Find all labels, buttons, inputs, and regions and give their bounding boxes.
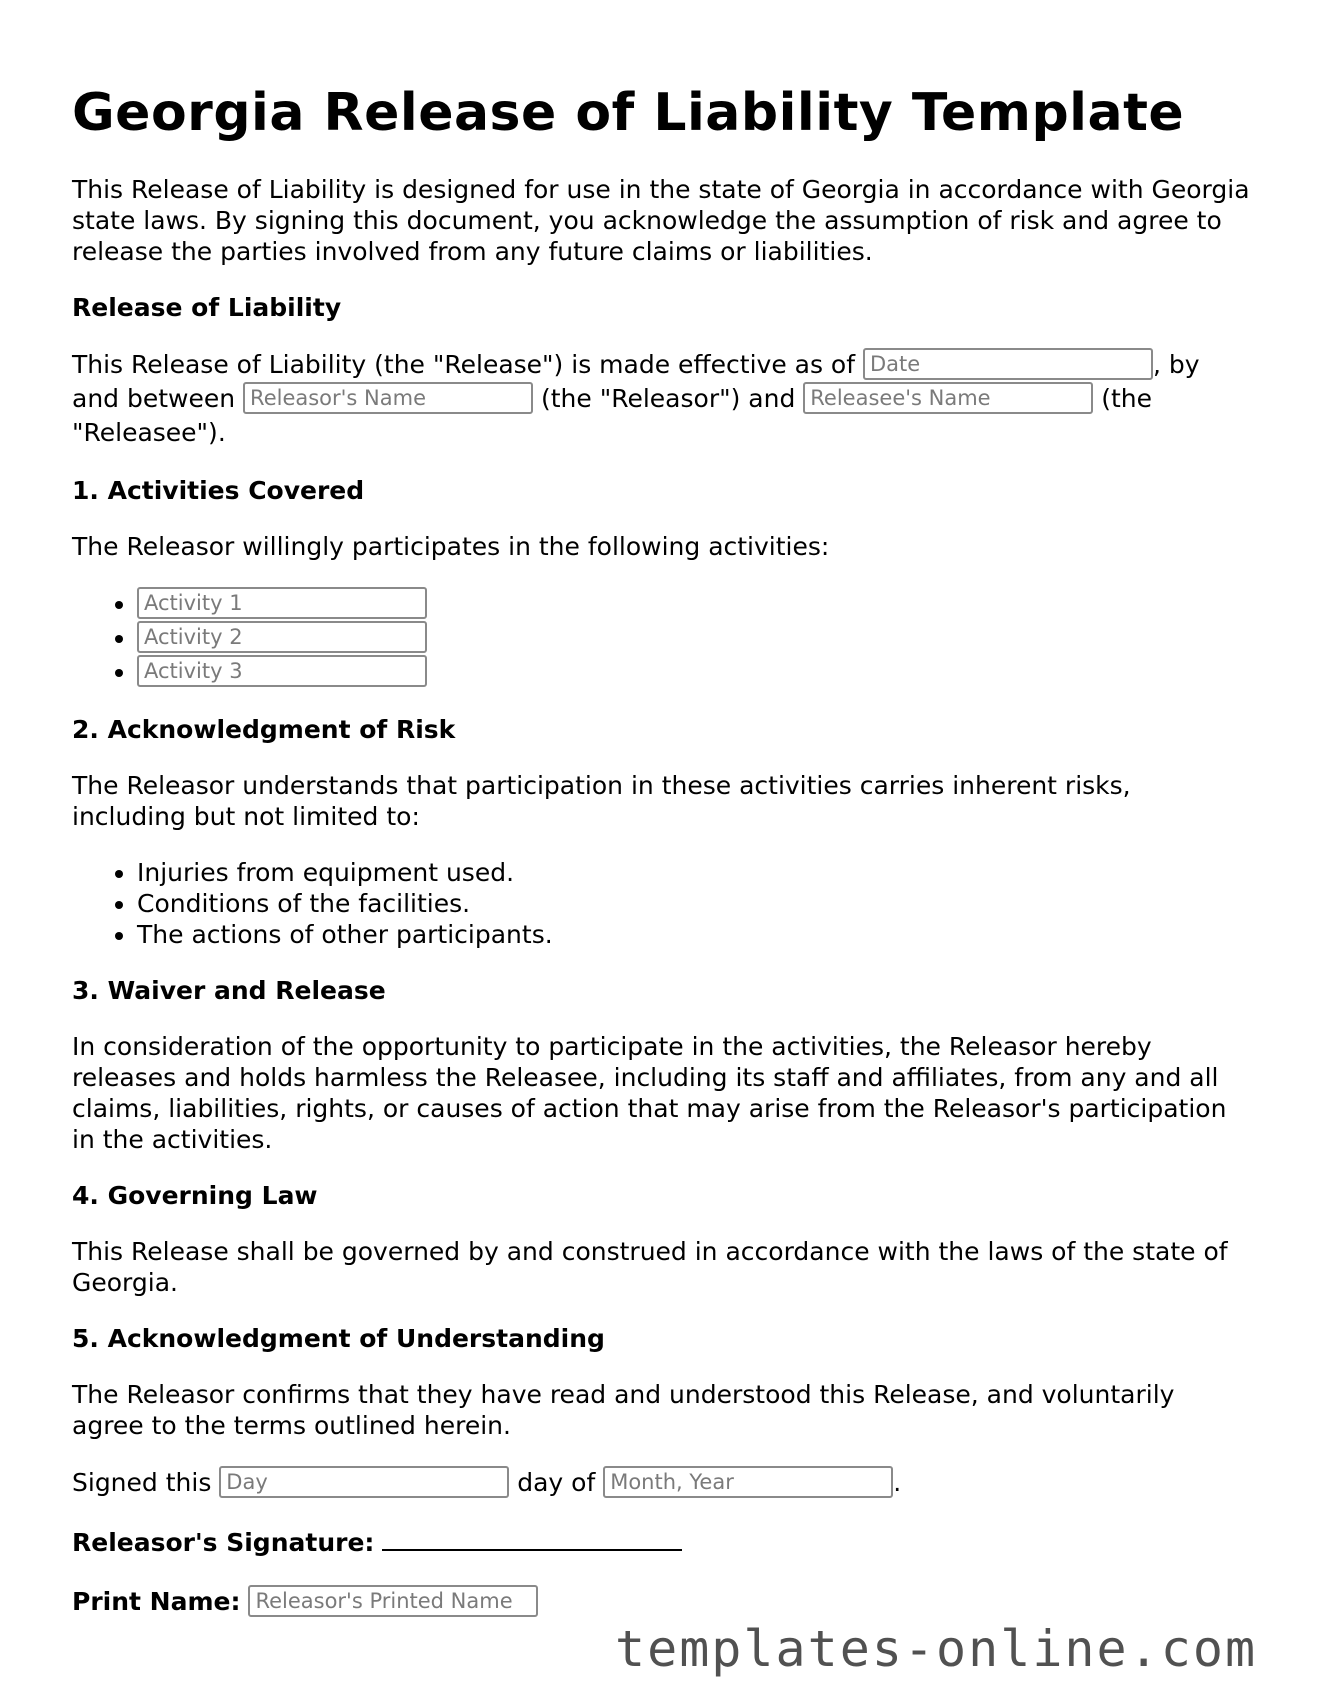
releasee-name-field[interactable] [803,382,1093,414]
effective-text-3: (the "Releasor") and [533,384,804,414]
print-name-field[interactable] [248,1585,538,1617]
date-field[interactable] [863,348,1153,380]
signature-blank[interactable] [382,1525,682,1551]
signed-text-3: . [893,1468,902,1498]
effective-paragraph [72,348,1252,450]
print-name-label: Print Name: [72,1587,241,1617]
effective-text-2: , by and between [72,350,1200,414]
list-item: • Conditions of the facilities. [137,888,1252,919]
document-page [72,82,1252,1644]
section2-heading: 2. Acknowledgment of Risk [72,715,456,745]
intro-paragraph: This Release of Liability is designed for use in the state of Georgia in accordance with Georgia state laws. By signing this document, you acknowledge the assumption of risk and agree to release the parties involved from any future claims or liabilities. [72,175,1250,267]
activity-3-field[interactable] [137,655,427,687]
section3-text: In consideration of the opportunity to participate in the activities, the Releasor hereby releases and holds harmless the Releasee, including its staff and affiliates, from any and all claims, liabilities, rights, or causes of action that may arise from the Releasor's participation in the activities. [72,1032,1227,1155]
effective-text-4: (the "Releasee"). [72,384,1153,448]
signed-line [72,1466,1252,1500]
month-year-field[interactable] [603,1466,893,1498]
activity-2-field[interactable] [137,621,427,653]
activity-1-field[interactable] [137,587,427,619]
print-name-line [72,1585,1252,1619]
releasor-name-field[interactable] [243,382,533,414]
signed-text-2: day of [509,1468,604,1498]
watermark: templates-online.com [615,1620,1258,1678]
document-title: Georgia Release of Liability Template [72,83,1185,143]
activity-list [72,587,1252,689]
section2-text: The Releasor understands that participation in these activities carries inherent risks, including but not limited to: [72,771,1131,832]
signed-text-1: Signed this [72,1468,220,1498]
section5-text: The Releasor confirms that they have read and understood this Release, and voluntarily agree to the terms outlined herein. [72,1380,1175,1441]
section3-heading: 3. Waiver and Release [72,976,386,1006]
signature-label: Releasor's Signature: [72,1528,375,1558]
list-item [137,621,1252,655]
list-item [137,655,1252,689]
day-field[interactable] [219,1466,509,1498]
section5-heading: 5. Acknowledgment of Understanding [72,1324,605,1354]
effective-text-1: This Release of Liability (the "Release") is made effective as of [72,350,863,380]
section4-heading: 4. Governing Law [72,1181,318,1211]
section1-text: The Releasor willingly participates in the following activities: [72,532,830,562]
list-item [137,587,1252,621]
list-item: • Injuries from equipment used. [137,857,1252,888]
release-heading: Release of Liability [72,293,342,323]
signature-line [72,1525,1252,1560]
risk-list [72,857,1252,950]
list-item: • The actions of other participants. [137,919,1252,950]
section1-heading: 1. Activities Covered [72,476,365,506]
section4-text: This Release shall be governed by and construed in accordance with the laws of the state of Georgia. [72,1237,1228,1298]
